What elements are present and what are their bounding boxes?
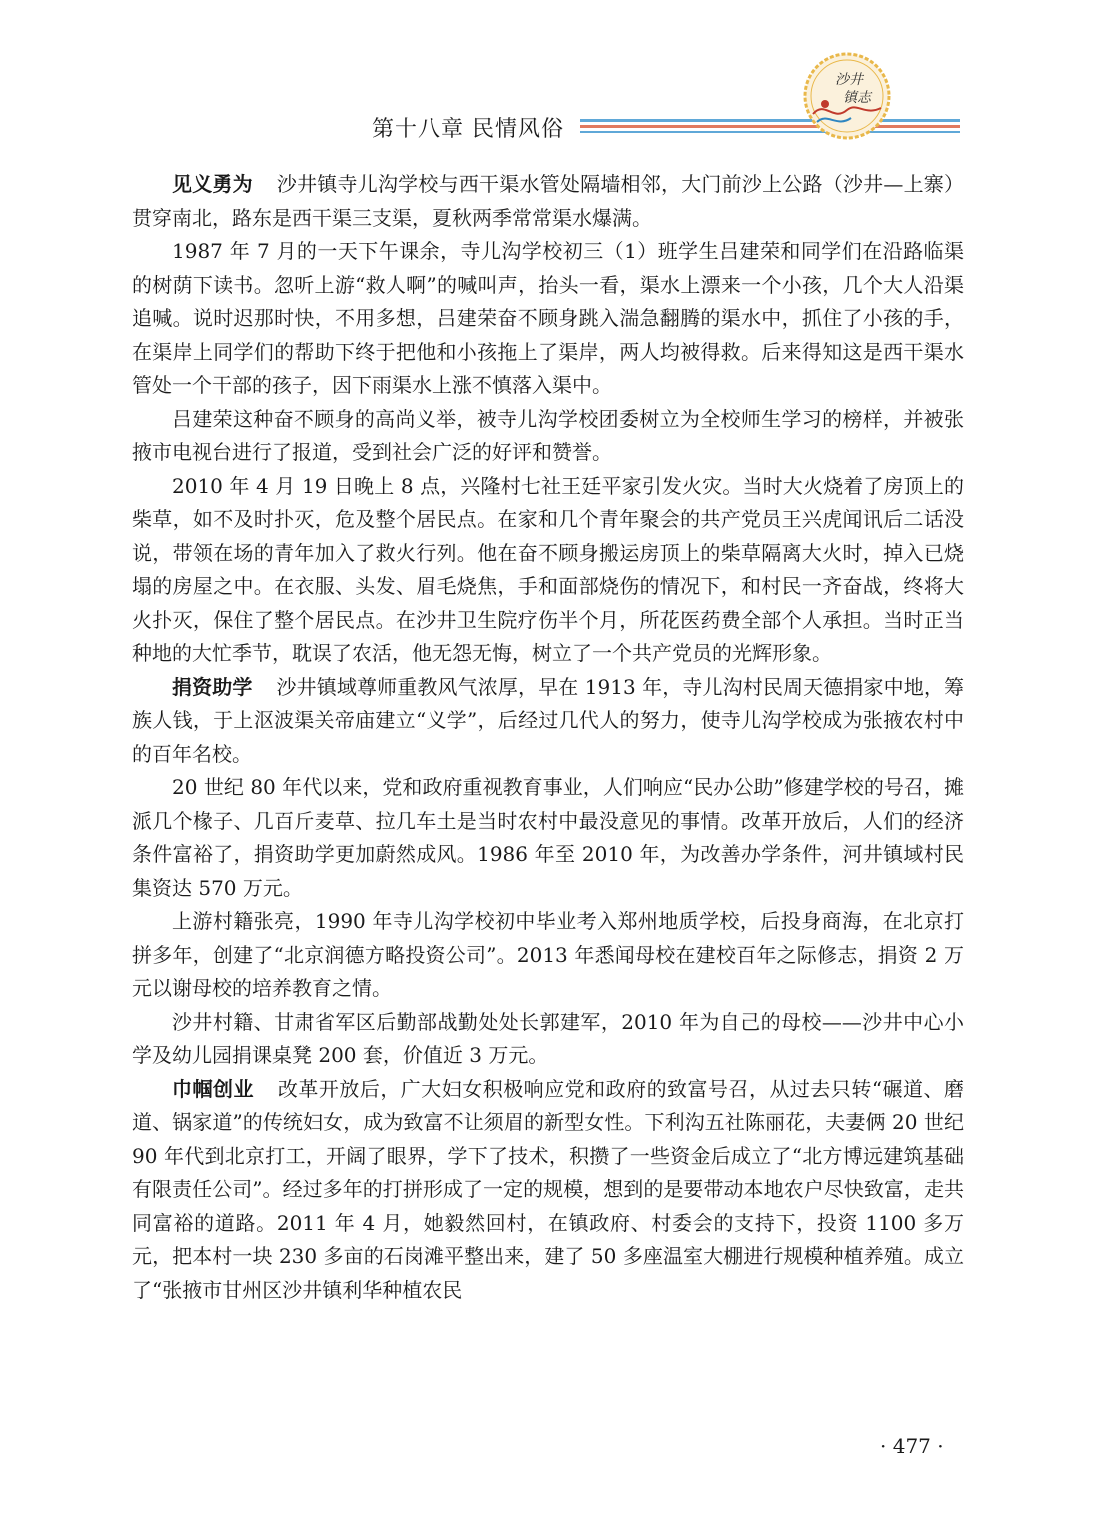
paragraph: [132, 905, 964, 1006]
paragraph-text: 改革开放后，广大妇女积极响应党和政府的致富号召，从过去只转“碾道、磨道、锅家道”的传统妇女，成为致富不让须眉的新型女性。下利沟五社陈丽花，夫妻俩 20 世纪 90 年代到北京打工，开阔了眼界，学下了技术，积攒了一些资金后成立了“北方博远建筑基础有限责任公司”。经过多年的打拼形成了一定的规模，想到的是要带动本地农户尽快致富，走共同富裕的道路。2011 年 4 月，她毅然回村，在镇政府、村委会的支持下，投资 1100 多万元，把本村一块 230 多亩的石岗滩平整出来，建了 50 多座温室大棚进行规模种植养殖。成立了“张掖市甘州区沙井镇利华种植农民: [132, 1076, 964, 1302]
town-gazetteer-seal-logo: [803, 52, 891, 140]
paragraph-text: 2010 年 4 月 19 日晚上 8 点，兴隆村七社王廷平家引发火灾。当时大火烧着了房顶上的柴草，如不及时扑灭，危及整个居民点。在家和几个青年聚会的共产党员王兴虎闻讯后二话没说，带领在场的青年加入了救火行列。他在奋不顾身搬运房顶上的柴草隔离大火时，掉入已烧塌的房屋之中。在衣服、头发、眉毛烧焦，手和面部烧伤的情况下，和村民一齐奋战，终将大火扑灭，保住了整个居民点。在沙井卫生院疗伤半个月，所花医药费全部个人承担。当时正当种地的大忙季节，耽误了农活，他无怨无悔，树立了一个共产党员的光辉形象。: [132, 473, 964, 665]
header-rule-blue-bottom: [580, 131, 960, 133]
page-header: [0, 0, 1093, 150]
paragraph: [132, 403, 964, 470]
paragraph: [132, 1073, 964, 1308]
paragraph-text: 沙井镇域尊师重教风气浓厚，早在 1913 年，寺儿沟村民周天德捐家中地，筹族人钱，于上沤波渠关帝庙建立“义学”，后经过几代人的努力，使寺儿沟学校成为张掖农村中的百年名校。: [132, 674, 965, 766]
section-heading: 巾帼创业: [172, 1076, 254, 1101]
chapter-title: 第十八章 民情风俗: [372, 117, 564, 142]
paragraph-text: 1987 年 7 月的一天下午课余，寺儿沟学校初三（1）班学生吕建荣和同学们在沿路临渠的树荫下读书。忽听上游“救人啊”的喊叫声，抬头一看，渠水上漂来一个小孩，几个大人沿渠追喊。说时迟那时快，不用多想，吕建荣奋不顾身跳入湍急翻腾的渠水中，抓住了小孩的手，在渠岸上同学们的帮助下终于把他和小孩拖上了渠岸，两人均被得救。后来得知这是西干渠水管处一个干部的孩子，因下雨渠水上涨不慎落入渠中。: [132, 239, 964, 397]
section-heading: 捐资助学: [172, 674, 253, 699]
header-rule-red: [580, 125, 960, 128]
paragraph: [132, 771, 964, 905]
svg-text:镇志: 镇志: [843, 90, 871, 106]
page-number: · 477 ·: [880, 1434, 944, 1458]
paragraph: [132, 235, 964, 403]
header-rule-blue-top: [580, 119, 960, 122]
paragraph: [132, 671, 964, 772]
paragraph: [132, 470, 964, 671]
paragraph-text: 沙井村籍、甘肃省军区后勤部战勤处处长郭建军，2010 年为自己的母校——沙井中心小学及幼儿园捐课桌凳 200 套，价值近 3 万元。: [132, 1009, 964, 1067]
paragraph: [132, 1006, 964, 1073]
main-text: [132, 168, 964, 1307]
paragraph-text: 上游村籍张亮，1990 年寺儿沟学校初中毕业考入郑州地质学校，后投身商海，在北京打拼多年，创建了“北京润德方略投资公司”。2013 年悉闻母校在建校百年之际修志，捐资 2 万元以谢母校的培养教育之情。: [132, 909, 964, 1000]
paragraph-text: 20 世纪 80 年代以来，党和政府重视教育事业，人们响应“民办公助”修建学校的号召，摊派几个椽子、几百斤麦草、拉几车土是当时农村中最没意见的事情。改革开放后，人们的经济条件富裕了，捐资助学更加蔚然成风。1986 年至 2010 年，为改善办学条件，河井镇域村民集资达 570 万元。: [132, 775, 964, 900]
paragraph-text: 沙井镇寺儿沟学校与西干渠水管处隔墙相邻，大门前沙上公路（沙井—上寨）贯穿南北，路东是西干渠三支渠，夏秋两季常常渠水爆满。: [132, 172, 965, 230]
section-heading: 见义勇为: [172, 172, 253, 196]
paragraph: [132, 168, 964, 235]
svg-text:沙井: 沙井: [835, 72, 863, 88]
paragraph-text: 吕建荣这种奋不顾身的高尚义举，被寺儿沟学校团委树立为全校师生学习的榜样，并被张掖市电视台进行了报道，受到社会广泛的好评和赞誉。: [132, 406, 964, 464]
